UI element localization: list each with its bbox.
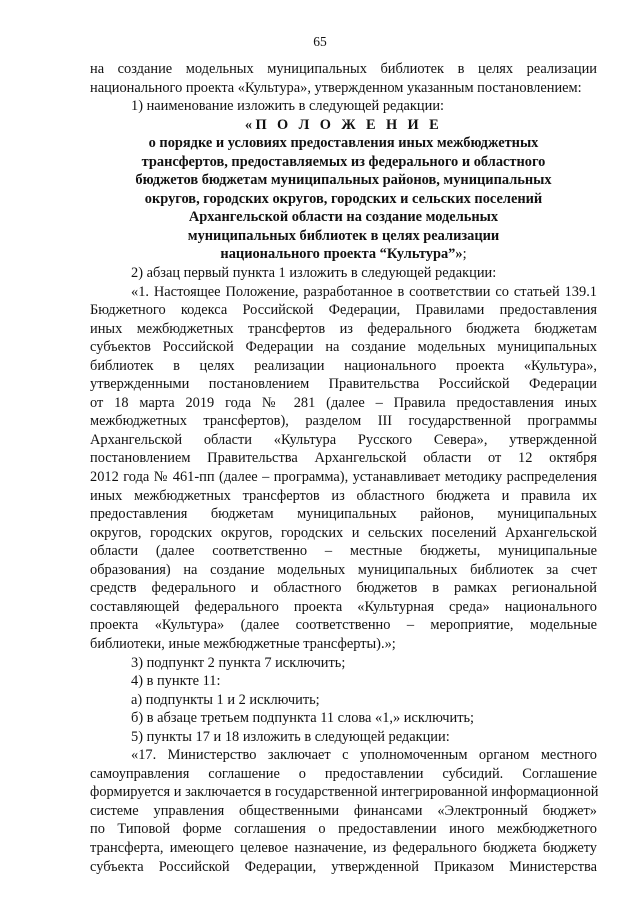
text-line [90,264,597,283]
line-text: 3) подпункт 2 пункта 7 исключить; [131,654,346,671]
text-line [90,524,597,543]
line-text: национального проекта «Культура», утвержденном указанным постановлением: [90,79,582,96]
line-text: округов, городских округов, городских и сельских поселений Архангельской [90,524,597,541]
text-line [90,561,597,580]
text-line [90,579,597,598]
line-text: предоставления бюджетам муниципальных районов, муниципальных [90,506,597,523]
line-text: 1) наименование изложить в следующей редакции: [131,98,445,115]
heading-line [90,116,597,135]
text-line [90,765,597,784]
line-text: трансфертов, предоставляемых из федерального и областного [141,153,546,170]
text-line [90,728,597,747]
text-line [90,431,597,450]
line-text: «1. Настоящее Положение, разработанное в соответствии со статьей 139.1 [131,283,597,300]
heading-line [90,190,597,209]
line-text: от 18 марта 2019 года № 281 (далее – Правила предоставления иных [90,394,597,411]
text-line [90,820,597,839]
line-text: национального проекта “Культура”» [220,246,463,263]
text-line [90,709,597,728]
heading-line [90,153,597,172]
text-line [90,97,597,116]
line-text: а) подпункты 1 и 2 исключить; [131,691,320,708]
line-text: библиотеки, иные межбюджетные трансферты).»; [90,635,396,652]
line-text: трансферта, имеющего целевое назначение, из федерального бюджета бюджету [90,839,597,856]
line-tail: ; [462,246,467,263]
line-text: б) в абзаце третьем подпункта 11 слова «1,» исключить; [131,710,475,727]
text-line [90,746,597,765]
text-line [90,468,597,487]
line-text: Бюджетного кодекса Российской Федерации, Правилами предоставления [90,302,597,319]
line-text: формируется и заключается в государственной интегрированной информационной [90,784,599,801]
text-line [90,802,597,821]
line-text: составляющей федерального проекта «Культурная среда» национального [90,598,597,615]
line-text: межбюджетных трансфертов), разделом III государственной программы [90,413,597,430]
text-line [90,375,597,394]
text-line [90,839,597,858]
text-line [90,505,597,524]
line-text: «П О Л О Ж Е Н И Е [244,116,443,133]
line-text: проекта «Культура» (далее соответственно – мероприятие, модельные [90,617,597,634]
line-text: утвержденными постановлением Правительства Российской Федерации [90,376,597,393]
line-text: библиотек в целях реализации национального проекта «Культура», [90,357,597,374]
line-text: 2) абзац первый пункта 1 изложить в следующей редакции: [131,265,497,282]
text-line [90,394,597,413]
line-text: о порядке и условиях предоставления иных межбюджетных [148,135,539,152]
text-line [90,783,597,802]
line-text: самоуправления соглашение о предоставлении субсидий. Соглашение [90,765,597,782]
text-line [90,542,597,561]
text-line [90,60,597,79]
line-text: постановлением Правительства Архангельской области от 12 октября [90,450,597,467]
text-line [90,449,597,468]
line-text: иных межбюджетных трансфертов из областного бюджета и правила их [90,487,597,504]
line-text: средств федерального и областного бюджетов в рамках региональной [90,580,597,597]
line-text: иных межбюджетных трансфертов из федерального бюджета бюджетам [90,320,597,337]
line-text: области (далее соответственно – местные бюджеты, муниципальные [90,543,597,560]
text-line [90,858,597,877]
line-text: «17. Министерство заключает с уполномоченным органом местного [131,747,597,764]
text-line [90,616,597,635]
line-text: на создание модельных муниципальных библиотек в целях реализации [90,61,597,77]
text-line [90,672,597,691]
text-line [90,79,597,98]
heading-line [90,208,597,227]
heading-line [90,171,597,190]
text-line [90,338,597,357]
line-text: 2012 года № 461-пп (далее – программа), устанавливает методику распределения [90,469,597,486]
text-line [90,598,597,617]
line-text: Архангельской области «Культура Русского Севера», утвержденной [90,431,597,448]
text-line [90,320,597,339]
line-text: Архангельской области на создание модельных [188,209,499,226]
text-line [90,487,597,506]
heading-line [90,134,597,153]
line-text: субъекта Российской Федерации, утвержденной Приказом Министерства [90,858,597,875]
line-text: по Типовой форме соглашения о предоставлении иного межбюджетного [90,821,597,838]
text-line [90,301,597,320]
text-line [90,654,597,673]
line-text: муниципальных библиотек в целях реализации [187,227,500,244]
line-text: 4) в пункте 11: [131,673,221,690]
line-text: субъектов Российской Федерации на создание модельных муниципальных [90,339,597,356]
text-line [90,283,597,302]
page-number: 65 [313,34,327,49]
line-text: системе управления общественными финансами «Электронный бюджет» [90,802,597,819]
heading-line [90,245,597,264]
text-line [90,357,597,376]
line-text: образования) на создание модельных муниципальных библиотек за счет [90,561,597,578]
document-body [90,60,597,876]
text-line [90,691,597,710]
line-text: 5) пункты 17 и 18 изложить в следующей редакции: [131,728,450,745]
line-text: округов, городских округов, городских и сельских поселений [144,190,543,207]
heading-line [90,227,597,246]
text-line [90,412,597,431]
line-text: бюджетов бюджетам муниципальных районов, муниципальных [135,172,552,189]
text-line [90,635,597,654]
